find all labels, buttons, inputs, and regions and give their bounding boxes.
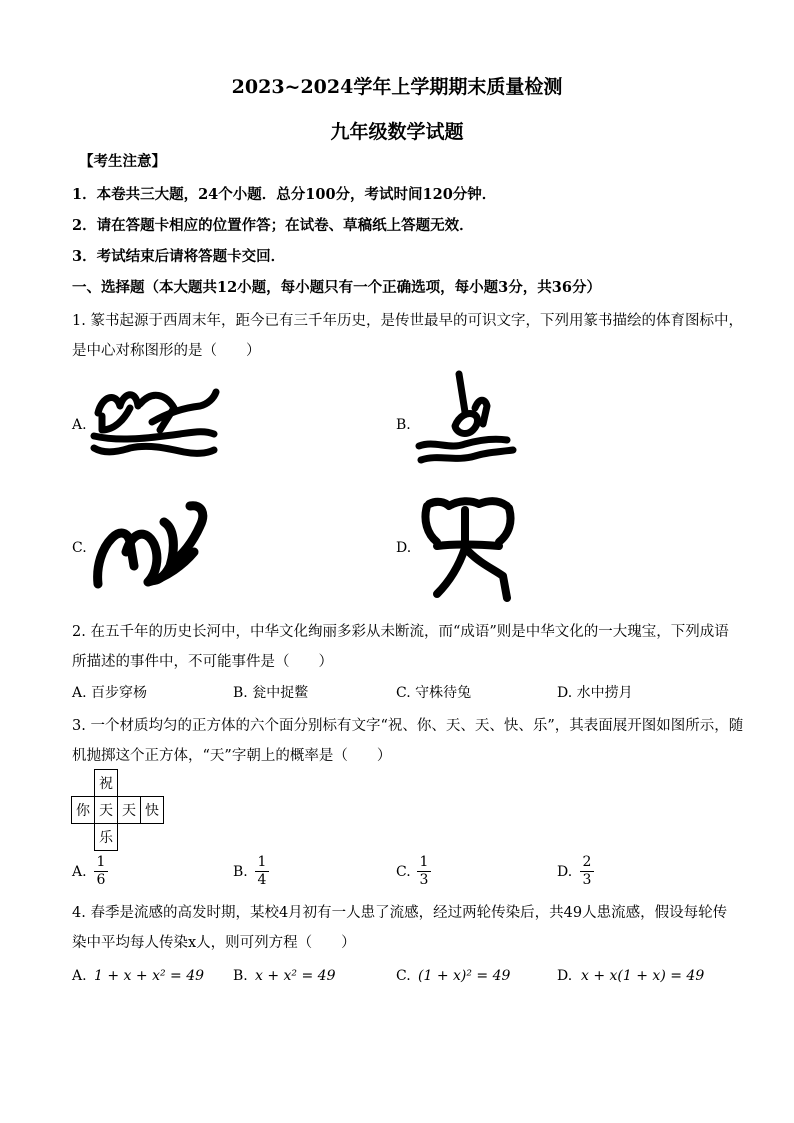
exam-subtitle: 九年级数学试题 [330,121,464,143]
numerator: 1 [96,854,106,870]
q3-option-a-label: A. [72,864,87,880]
net-face: 你 [72,797,95,824]
q1-option-b-label: B. [396,417,411,433]
q2-option-b: B. 瓮中捉鳖 [233,685,309,701]
q3-option-c-fraction [417,855,431,888]
net-face-bottom: 乐 [95,824,118,851]
q1-stem: 是中心对称图形的是（ ） [72,343,261,359]
q1-option-d-label: D. [396,540,412,556]
net-face: 天 [95,797,118,824]
denominator: 3 [419,872,429,888]
notice-item: 3．考试结束后请将答题卡交回． [72,248,286,265]
q4-option-a-label: A. [72,968,87,984]
q2-option-a: A. 百步穿杨 [72,685,148,701]
q3-option-a-fraction [94,855,108,888]
notice-heading: 【考生注意】 [79,153,166,170]
q1-option-c-label: C. [72,540,87,556]
q4-stem: 4. 春季是流感的高发时期，某校4月初有一人患了流感，经过两轮传染后，共49人患流感，假设每轮传 [72,905,728,921]
q3-stem: 机抛掷这个正方体，“天”字朝上的概率是（ ） [72,748,392,764]
net-face-top: 祝 [95,770,118,797]
numerator: 2 [582,854,592,870]
weightlifting-seal-icon [415,490,519,602]
q1-stem: 1. 篆书起源于西周末年，距今已有三千年历史，是传世最早的可识文字，下列用篆书描绘的体育图标中， [72,313,743,329]
q3-option-b-fraction [255,855,269,888]
denominator: 6 [96,872,106,888]
q4-option-a-expr: 1 + x + x² = 49 [94,968,205,984]
section-heading: 一、选择题（本大题共12小题，每小题只有一个正确选项，每小题3分，共36分） [72,279,601,296]
q3-option-d-fraction [580,855,594,888]
q2-stem: 2. 在五千年的历史长河中，中华文化绚丽多彩从未断流，而“成语”则是中华文化的一大瑰宝，下列成语 [72,624,729,640]
swimming-seal-icon [90,378,220,464]
q3-option-d-label: D. [557,864,573,880]
net-face: 天 [118,797,141,824]
net-face: 快 [141,797,164,824]
q4-option-c-label: C. [396,968,411,984]
q2-option-d: D. 水中捞月 [557,685,633,701]
cube-net [71,769,164,851]
q4-option-d-label: D. [557,968,573,984]
numerator: 1 [257,854,267,870]
q2-stem: 所描述的事件中，不可能事件是（ ） [72,654,333,670]
notice-item: 1．本卷共三大题，24个小题．总分100分，考试时间120分钟． [72,186,497,203]
exam-title: 2023~2024学年上学期期末质量检测 [231,76,563,98]
rowing-seal-icon [415,368,519,480]
q3-stem: 3. 一个材质均匀的正方体的六个面分别标有文字“祝、你、天、天、快、乐”，其表面展开图如图所示，随 [72,718,744,734]
denominator: 3 [582,872,592,888]
numerator: 1 [419,854,429,870]
q4-option-b-label: B. [233,968,248,984]
q3-option-b-label: B. [233,864,248,880]
q4-option-b-expr: x + x² = 49 [255,968,336,984]
running-seal-icon [90,492,214,590]
q1-option-a-label: A. [72,417,87,433]
q4-option-c-expr: (1 + x)² = 49 [418,968,511,984]
q3-option-c-label: C. [396,864,411,880]
q2-option-c: C. 守株待兔 [396,685,472,701]
denominator: 4 [257,872,267,888]
q4-option-d-expr: x + x(1 + x) = 49 [581,968,705,984]
q4-stem: 染中平均每人传染x人，则可列方程（ ） [72,935,356,951]
notice-item: 2．请在答题卡相应的位置作答；在试卷、草稿纸上答题无效． [72,217,474,234]
